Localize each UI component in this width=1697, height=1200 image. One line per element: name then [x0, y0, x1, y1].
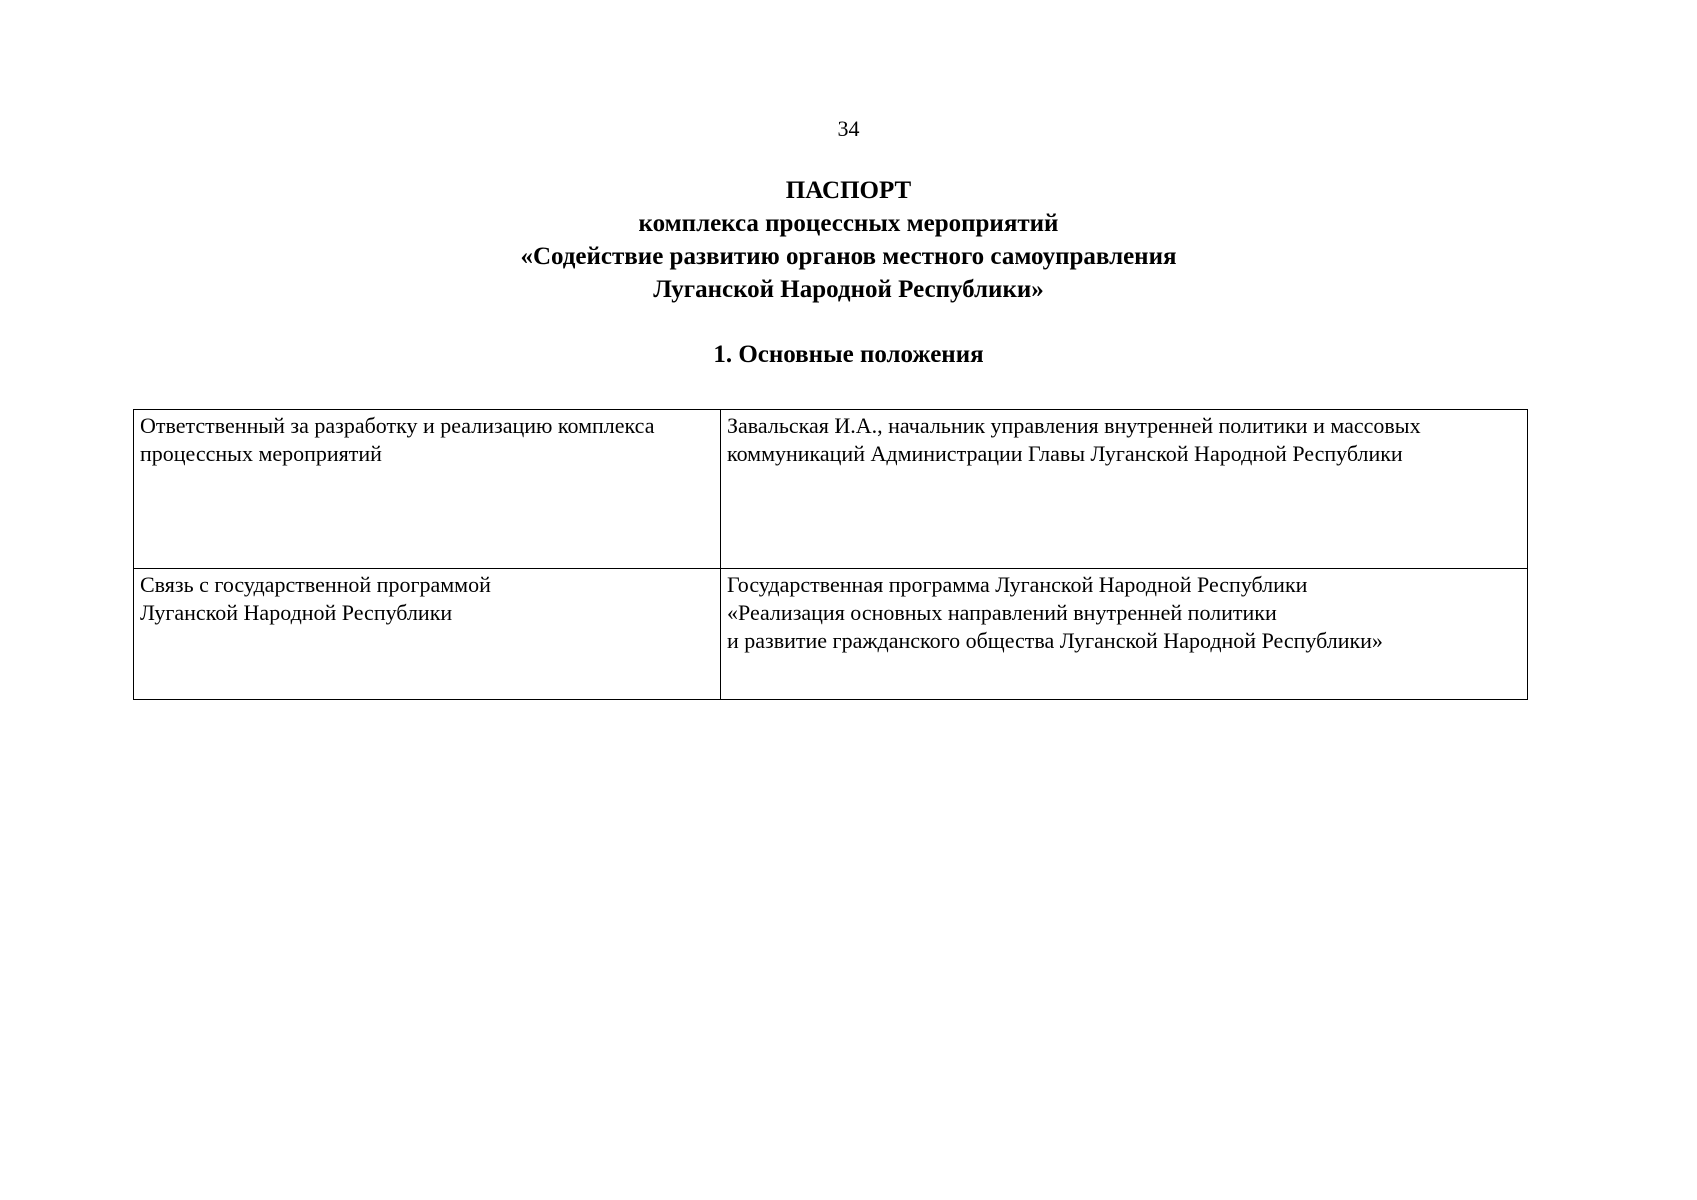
- cell-text-line: Луганской Народной Республики: [140, 600, 453, 625]
- section-heading: 1. Основные положения: [713, 341, 984, 368]
- table-cell-label: [134, 569, 721, 700]
- title-line-3: «Содействие развитию органов местного самоуправления: [520, 243, 1177, 270]
- table-cell-label: [134, 410, 721, 569]
- cell-text-line: Ответственный за разработку и реализацию комплекса: [140, 413, 655, 438]
- cell-text-line: Завальская И.А., начальник управления внутренней политики и массовых: [727, 413, 1421, 438]
- table-row: [134, 569, 1528, 700]
- table-row: [134, 410, 1528, 569]
- table-cell-value: [721, 569, 1528, 700]
- cell-text-line: и развитие гражданского общества Луганской Народной Республики»: [727, 628, 1383, 653]
- cell-text-line: Государственная программа Луганской Народной Республики: [727, 572, 1308, 597]
- passport-table: [133, 409, 1528, 700]
- page-number: 34: [837, 116, 860, 141]
- table-cell-value: [721, 410, 1528, 569]
- document-title: [0, 174, 1697, 306]
- cell-text-line: Связь с государственной программой: [140, 572, 491, 597]
- title-line-1: ПАСПОРТ: [785, 177, 912, 204]
- cell-text-line: «Реализация основных направлений внутренней политики: [727, 600, 1277, 625]
- cell-text-line: процессных мероприятий: [140, 441, 382, 466]
- cell-text-line: коммуникаций Администрации Главы Луганской Народной Республики: [727, 441, 1403, 466]
- title-line-4: Луганской Народной Республики»: [653, 276, 1044, 303]
- title-line-2: комплекса процессных мероприятий: [638, 210, 1059, 237]
